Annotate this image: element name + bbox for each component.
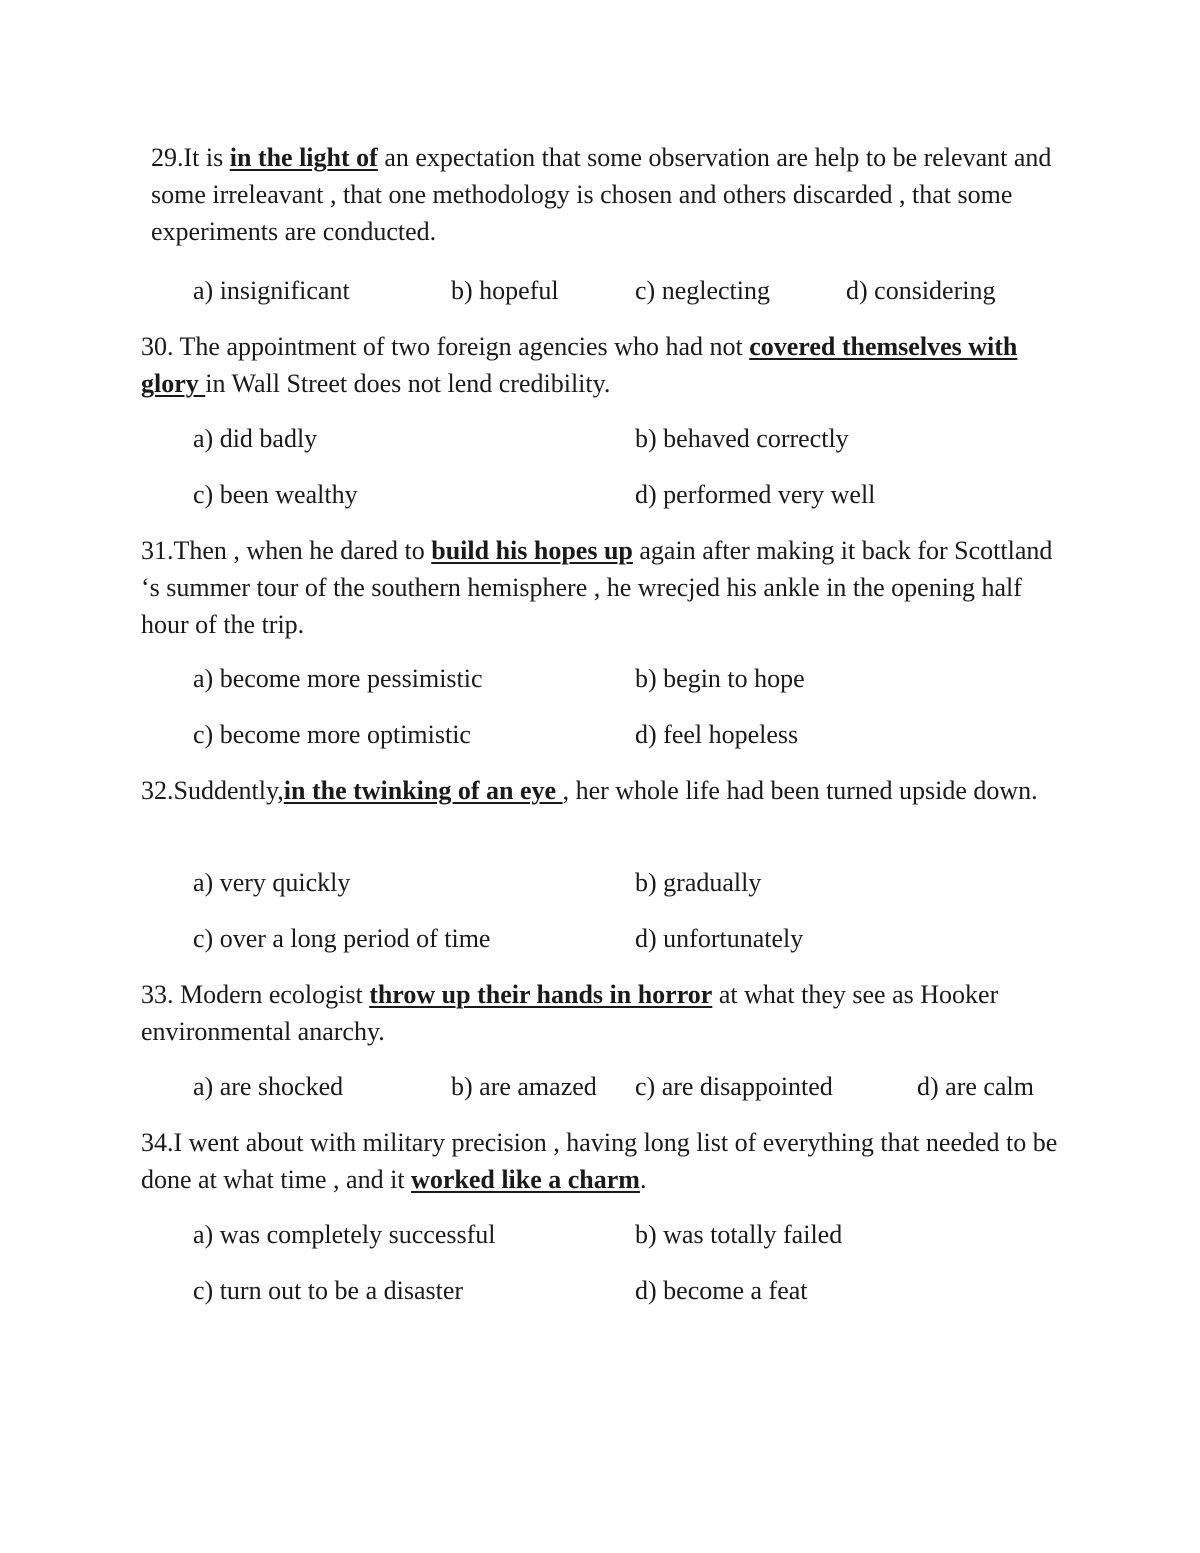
question-text: 34.I went about with military precision , having long list of everything that needed to be done at what time , and it [141,1128,1058,1194]
option-d: d) performed very well [635,480,876,509]
option-c: c) been wealthy [193,480,358,509]
option-b: b) hopeful [451,276,559,305]
highlighted-phrase: covered themselves with glory [141,332,1018,398]
option-d: d) considering [846,276,996,305]
option-d: d) unfortunately [635,924,804,953]
option-c: c) neglecting [635,276,770,305]
option-d: d) are calm [917,1072,1034,1101]
question-text: in Wall Street does not lend credibility. [205,369,611,398]
option-b: b) gradually [635,868,762,897]
option-b: b) begin to hope [635,664,805,693]
question-30 [141,328,1081,402]
option-d: d) become a feat [635,1276,808,1305]
question-text: 33. Modern ecologist [141,980,370,1009]
option-c: c) turn out to be a disaster [193,1276,464,1305]
question-text: at what they see as Hooker environmental anarchy. [141,980,999,1046]
option-b: b) are amazed [451,1072,597,1101]
question-34 [141,1124,1091,1198]
option-c: c) over a long period of time [193,924,491,953]
question-31 [141,532,1061,643]
option-a: a) did badly [193,424,318,453]
question-32 [141,772,1041,809]
option-b: b) behaved correctly [635,424,849,453]
option-d: d) feel hopeless [635,720,799,749]
question-text: 30. The appointment of two foreign agencies who had not [141,332,750,361]
question-text: . [639,1165,647,1194]
question-text: 32.Suddently, [141,776,284,805]
highlighted-phrase: worked like a charm [411,1165,640,1194]
question-text: 29.It is [151,143,230,172]
option-b: b) was totally failed [635,1220,843,1249]
question-text: an expectation that some observation are help to be relevant and some irreleavant , that one methodology is chosen and others discarded , that some experiments are conducted. [151,143,1052,246]
option-c: c) are disappointed [635,1072,833,1101]
option-a: a) become more pessimistic [193,664,483,693]
highlighted-phrase: throw up their hands in horror [369,980,713,1009]
question-text: again after making it back for Scottland ‘s summer tour of the southern hemisphere , he wrecjed his ankle in the opening half hour of the trip. [141,536,1053,639]
option-a: a) very quickly [193,868,351,897]
question-33 [141,976,1071,1050]
question-29 [151,139,1081,250]
highlighted-phrase: in the twinking of an eye [283,776,563,805]
question-text: , her whole life had been turned upside down. [562,776,1038,805]
option-c: c) become more optimistic [193,720,471,749]
option-a: a) was completely successful [193,1220,496,1249]
highlighted-phrase: build his hopes up [431,536,633,565]
option-a: a) are shocked [193,1072,344,1101]
highlighted-phrase: in the light of [229,143,378,172]
option-a: a) insignificant [193,276,350,305]
question-text: 31.Then , when he dared to [141,536,432,565]
